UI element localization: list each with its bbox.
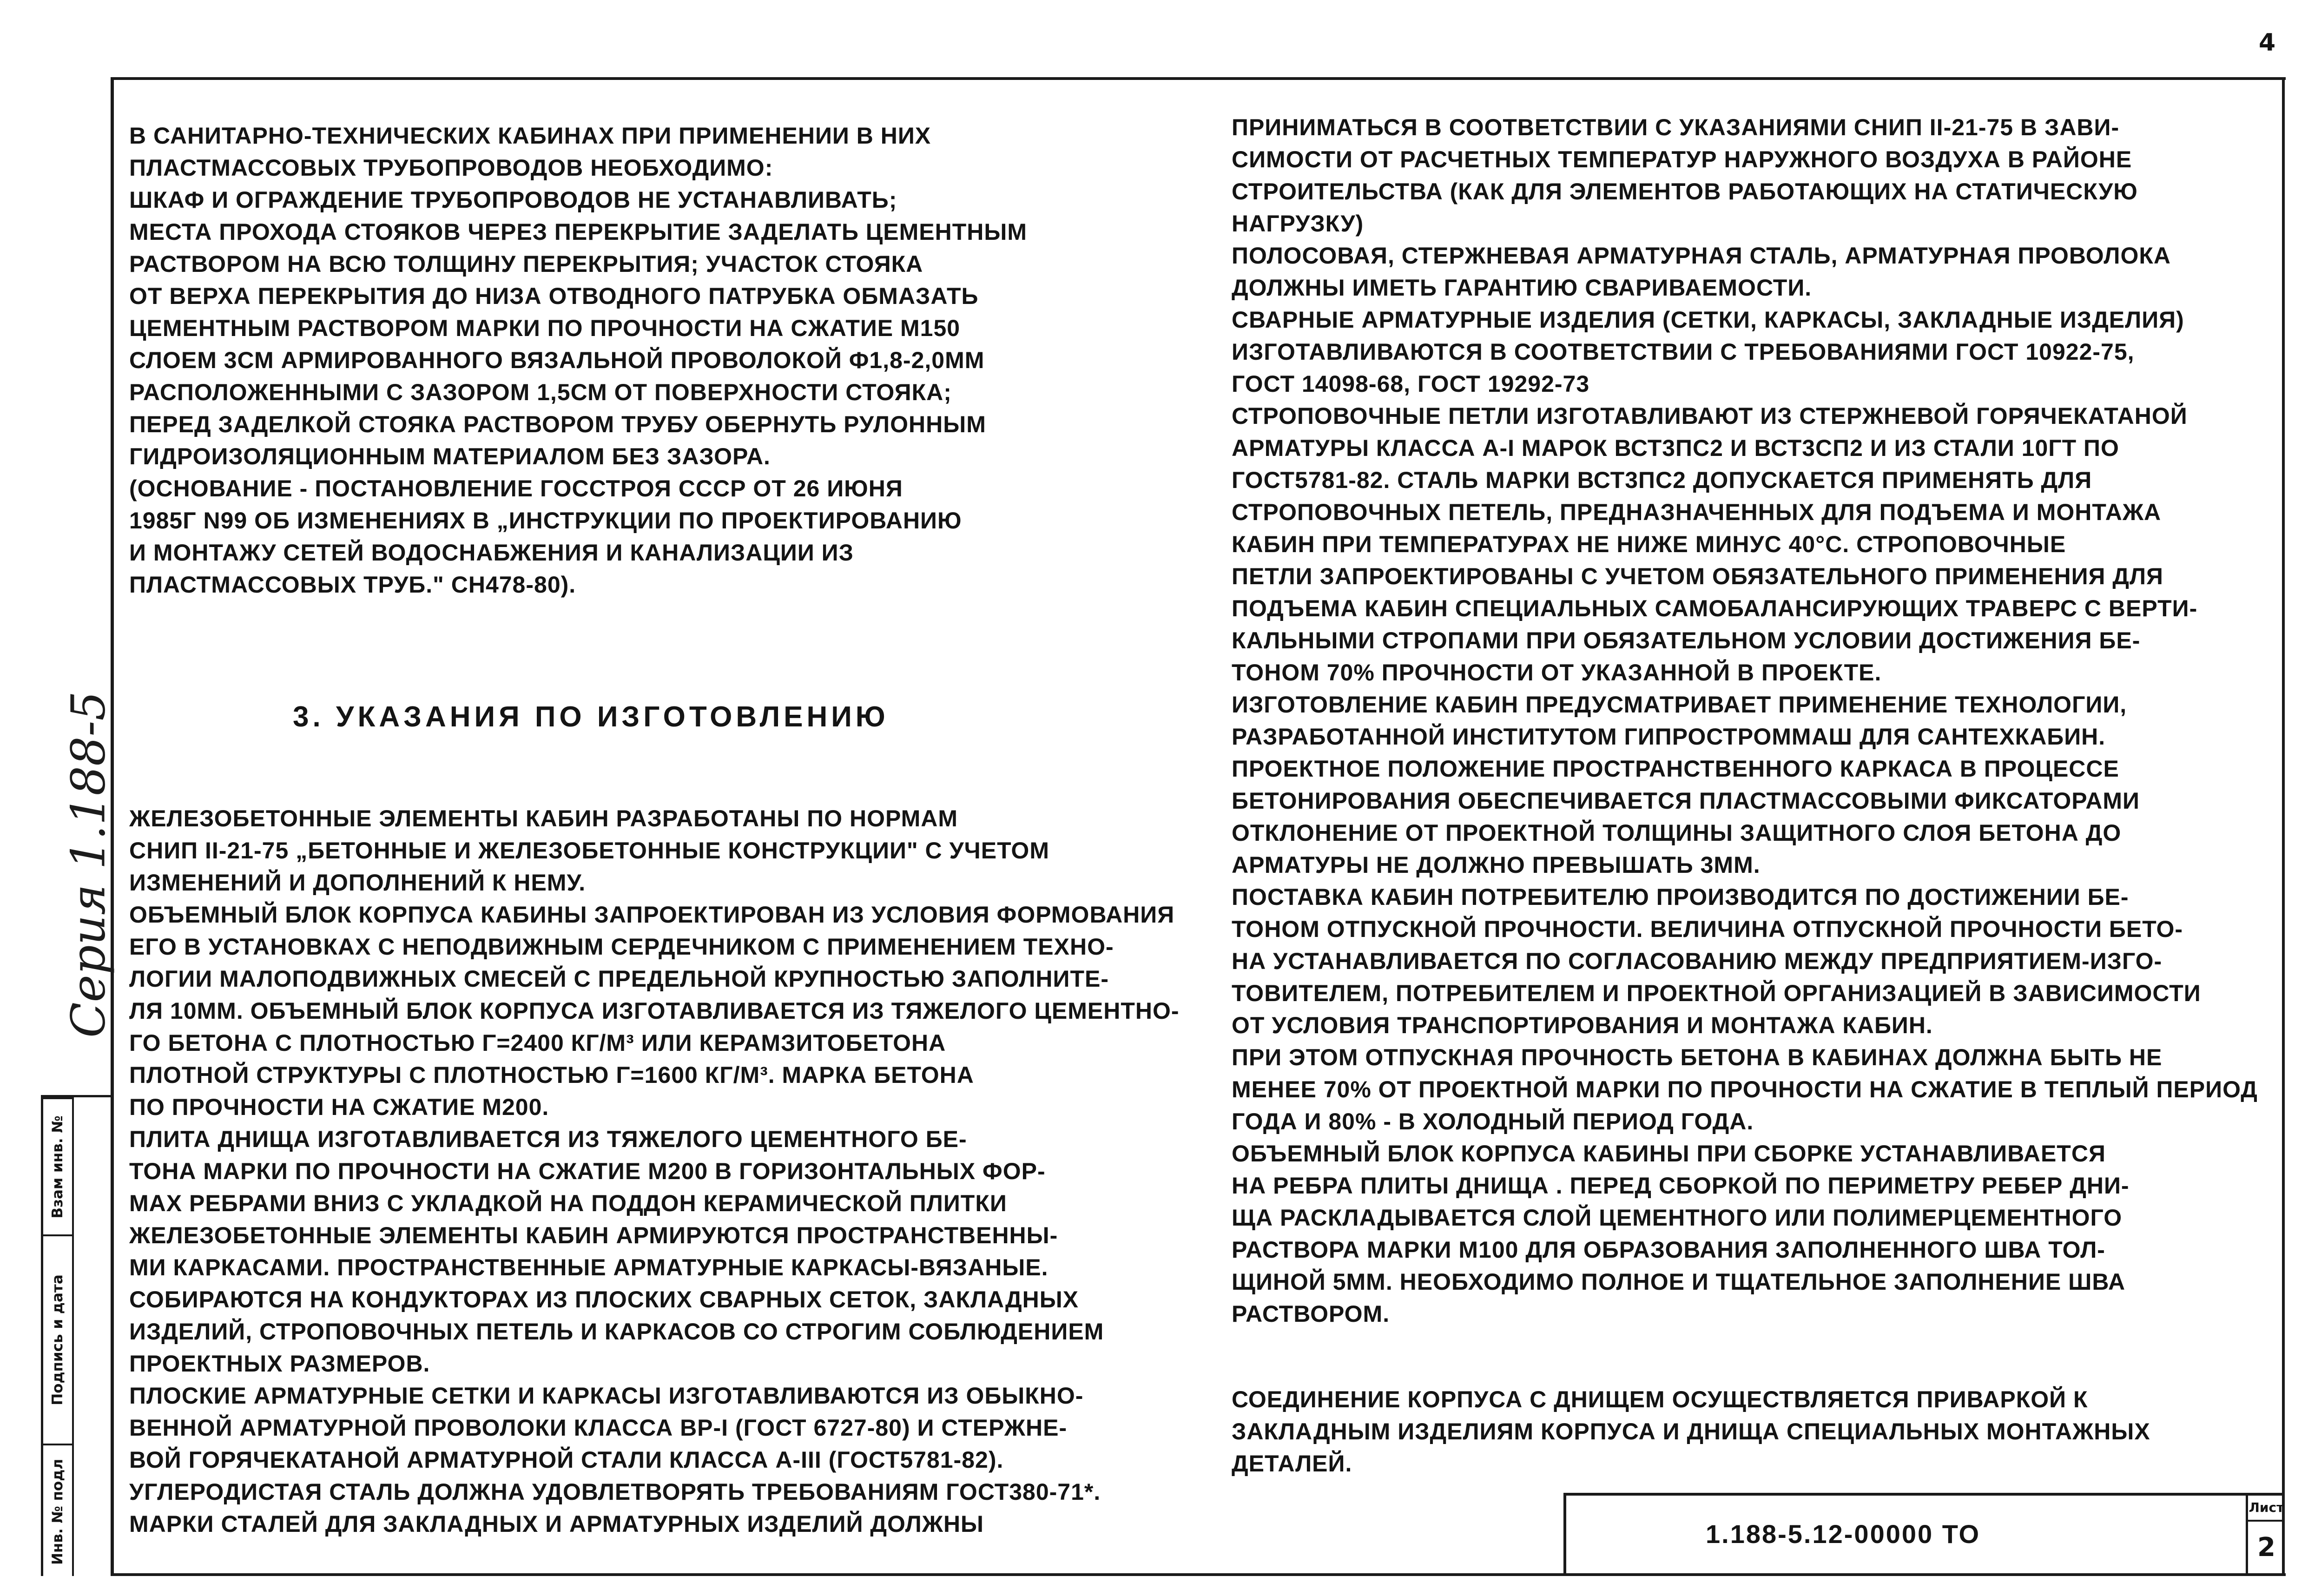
- text-line: ПЛИТА ДНИЩА ИЗГОТАВЛИВАЕТСЯ ИЗ ТЯЖЕЛОГО ЦЕМЕНТНОГО БЕ-: [129, 1126, 967, 1152]
- text-line: ГИДРОИЗОЛЯЦИОННЫМ МАТЕРИАЛОМ БЕЗ ЗАЗОРА.: [129, 443, 771, 469]
- text-line: АРМАТУРЫ КЛАССА А-I МАРОК ВСТ3ПС2 И ВСТ3СП2 И ИЗ СТАЛИ 10ГТ ПО: [1232, 435, 2119, 461]
- text-line: АРМАТУРЫ НЕ ДОЛЖНО ПРЕВЫШАТЬ 3ММ.: [1232, 852, 1761, 878]
- text-line: СТРОИТЕЛЬСТВА (КАК ДЛЯ ЭЛЕМЕНТОВ РАБОТАЮЩИХ НА СТАТИЧЕСКУЮ: [1232, 178, 2138, 204]
- paragraph-gap: [1232, 1330, 2266, 1384]
- binding-cell-vzam-inv: [43, 1097, 72, 1234]
- text-line: БЕТОНИРОВАНИЯ ОБЕСПЕЧИВАЕТСЯ ПЛАСТМАССОВЫМИ ФИКСАТОРАМИ: [1232, 788, 2140, 814]
- text-line: ПРОЕКТНОЕ ПОЛОЖЕНИЕ ПРОСТРАНСТВЕННОГО КАРКАСА В ПРОЦЕССЕ: [1232, 756, 2119, 782]
- intro-paragraphs: [129, 120, 1217, 601]
- text-line: КАБИН ПРИ ТЕМПЕРАТУРАХ НЕ НИЖЕ МИНУС 40°С. СТРОПОВОЧНЫЕ: [1232, 531, 2066, 557]
- text-line: СИМОСТИ ОТ РАСЧЕТНЫХ ТЕМПЕРАТУР НАРУЖНОГО ВОЗДУХА В РАЙОНЕ: [1232, 146, 2132, 172]
- text-line: ТОНА МАРКИ ПО ПРОЧНОСТИ НА СЖАТИЕ М200 В ГОРИЗОНТАЛЬНЫХ ФОР-: [129, 1158, 1046, 1184]
- binding-cell-label: Подпись и дата: [49, 1274, 66, 1405]
- text-line: НА УСТАНАВЛИВАЕТСЯ ПО СОГЛАСОВАНИЮ МЕЖДУ ПРЕДПРИЯТИЕМ-ИЗГО-: [1232, 948, 2163, 974]
- binding-strip: [41, 1095, 111, 1576]
- text-line: РАСТВОРОМ.: [1232, 1301, 1390, 1327]
- sheet-number-cell: [2246, 1496, 2285, 1576]
- text-line: ЩИНОЙ 5ММ. НЕОБХОДИМО ПОЛНОЕ И ТЩАТЕЛЬНОЕ ЗАПОЛНЕНИЕ ШВА: [1232, 1269, 2126, 1295]
- text-line: (ОСНОВАНИЕ - ПОСТАНОВЛЕНИЕ ГОССТРОЯ СССР ОТ 26 ИЮНЯ: [129, 475, 903, 501]
- text-line: НАГРУЗКУ): [1232, 211, 1364, 237]
- text-line: ПОСТАВКА КАБИН ПОТРЕБИТЕЛЮ ПРОИЗВОДИТСЯ ПО ДОСТИЖЕНИИ БЕ-: [1232, 884, 2129, 910]
- text-line: КАЛЬНЫМИ СТРОПАМИ ПРИ ОБЯЗАТЕЛЬНОМ УСЛОВИИ ДОСТИЖЕНИЯ БЕ-: [1232, 627, 2141, 653]
- text-line: ОБЪЕМНЫЙ БЛОК КОРПУСА КАБИНЫ ПРИ СБОРКЕ УСТАНАВЛИВАЕТСЯ: [1232, 1141, 2106, 1167]
- text-line: СОБИРАЮТСЯ НА КОНДУКТОРАХ ИЗ ПЛОСКИХ СВАРНЫХ СЕТОК, ЗАКЛАДНЫХ: [129, 1286, 1079, 1312]
- text-line: ТОНОМ 70% ПРОЧНОСТИ ОТ УКАЗАННОЙ В ПРОЕКТЕ.: [1232, 660, 1882, 686]
- text-line: ОТКЛОНЕНИЕ ОТ ПРОЕКТНОЙ ТОЛЩИНЫ ЗАЩИТНОГО СЛОЯ БЕТОНА ДО: [1232, 820, 2122, 846]
- text-line: ПОДЪЕМА КАБИН СПЕЦИАЛЬНЫХ САМОБАЛАНСИРУЮЩИХ ТРАВЕРС С ВЕРТИ-: [1232, 595, 2198, 621]
- binding-cells: [43, 1097, 72, 1576]
- text-line: ГОСТ 14098-68, ГОСТ 19292-73: [1232, 371, 1590, 397]
- title-block: [1563, 1493, 2285, 1576]
- text-line: ПЛАСТМАССОВЫХ ТРУБ." СН478-80).: [129, 572, 576, 598]
- text-line: ИЗГОТОВЛЕНИЕ КАБИН ПРЕДУСМАТРИВАЕТ ПРИМЕНЕНИЕ ТЕХНОЛОГИИ,: [1232, 692, 2127, 718]
- section-body: [129, 803, 1217, 1540]
- sheet-number: 2: [2257, 1532, 2275, 1563]
- text-line: МИ КАРКАСАМИ. ПРОСТРАНСТВЕННЫЕ АРМАТУРНЫЕ КАРКАСЫ-ВЯЗАНЫЕ.: [129, 1254, 1048, 1280]
- text-line: ПРИНИМАТЬСЯ В СООТВЕТСТВИИ С УКАЗАНИЯМИ СНИП II-21-75 В ЗАВИ-: [1232, 114, 2120, 140]
- text-line: МЕНЕЕ 70% ОТ ПРОЕКТНОЙ МАРКИ ПО ПРОЧНОСТИ НА СЖАТИЕ В ТЕПЛЫЙ ПЕРИОД: [1232, 1076, 2258, 1102]
- text-line: ЖЕЛЕЗОБЕТОННЫЕ ЭЛЕМЕНТЫ КАБИН АРМИРУЮТСЯ ПРОСТРАНСТВЕННЫ-: [129, 1222, 1058, 1248]
- text-line: ПОЛОСОВАЯ, СТЕРЖНЕВАЯ АРМАТУРНАЯ СТАЛЬ, АРМАТУРНАЯ ПРОВОЛОКА: [1232, 243, 2171, 269]
- text-line: ИЗДЕЛИЙ, СТРОПОВОЧНЫХ ПЕТЕЛЬ И КАРКАСОВ СО СТРОГИМ СОБЛЮДЕНИЕМ: [129, 1319, 1104, 1345]
- text-line: НА РЕБРА ПЛИТЫ ДНИЩА . ПЕРЕД СБОРКОЙ ПО ПЕРИМЕТРУ РЕБЕР ДНИ-: [1232, 1173, 2130, 1199]
- text-line: УГЛЕРОДИСТАЯ СТАЛЬ ДОЛЖНА УДОВЛЕТВОРЯТЬ ТРЕБОВАНИЯМ ГОСТ380-71*.: [129, 1479, 1101, 1505]
- text-line: ЛЯ 10ММ. ОБЪЕМНЫЙ БЛОК КОРПУСА ИЗГОТАВЛИВАЕТСЯ ИЗ ТЯЖЕЛОГО ЦЕМЕНТНО-: [129, 998, 1180, 1024]
- text-line: ГО БЕТОНА С ПЛОТНОСТЬЮ Γ=2400 КГ/М³ ИЛИ КЕРАМЗИТОБЕТОНА: [129, 1030, 946, 1056]
- text-line: ЛОГИИ МАЛОПОДВИЖНЫХ СМЕСЕЙ С ПРЕДЕЛЬНОЙ КРУПНОСТЬЮ ЗАПОЛНИТЕ-: [129, 966, 1109, 992]
- text-line: ЕГО В УСТАНОВКАХ С НЕПОДВИЖНЫМ СЕРДЕЧНИКОМ С ПРИМЕНЕНИЕМ ТЕХНО-: [129, 934, 1114, 960]
- text-line: РАСПОЛОЖЕННЫМИ С ЗАЗОРОМ 1,5СМ ОТ ПОВЕРХНОСТИ СТОЯКА;: [129, 379, 952, 405]
- left-text-column: [129, 120, 1217, 1540]
- binding-divider: [72, 1097, 74, 1576]
- text-line: ПЛОТНОЙ СТРУКТУРЫ С ПЛОТНОСТЬЮ Γ=1600 КГ/М³. МАРКА БЕТОНА: [129, 1062, 974, 1088]
- series-mark: Серия 1.188-5: [61, 691, 116, 1038]
- text-line: СНИП II-21-75 „БЕТОННЫЕ И ЖЕЛЕЗОБЕТОННЫЕ КОНСТРУКЦИИ" С УЧЕТОМ: [129, 838, 1049, 864]
- text-line: ЩА РАСКЛАДЫВАЕТСЯ СЛОЙ ЦЕМЕНТНОГО ИЛИ ПОЛИМЕРЦЕМЕНТНОГО: [1232, 1205, 2123, 1231]
- text-line: МАРКИ СТАЛЕЙ ДЛЯ ЗАКЛАДНЫХ И АРМАТУРНЫХ ИЗДЕЛИЙ ДОЛЖНЫ: [129, 1511, 984, 1537]
- text-line: ГОДА И 80% - В ХОЛОДНЫЙ ПЕРИОД ГОДА.: [1232, 1108, 1754, 1134]
- text-line: ГОСТ5781-82. СТАЛЬ МАРКИ ВСТ3ПС2 ДОПУСКАЕТСЯ ПРИМЕНЯТЬ ДЛЯ: [1232, 467, 2092, 493]
- text-line: СВАРНЫЕ АРМАТУРНЫЕ ИЗДЕЛИЯ (СЕТКИ, КАРКАСЫ, ЗАКЛАДНЫЕ ИЗДЕЛИЯ): [1232, 307, 2184, 333]
- frame-right-border: [2282, 77, 2285, 1576]
- text-line: СТРОПОВОЧНЫЕ ПЕТЛИ ИЗГОТАВЛИВАЮТ ИЗ СТЕРЖНЕВОЙ ГОРЯЧЕКАТАНОЙ: [1232, 403, 2188, 429]
- text-line: ТОВИТЕЛЕМ, ПОТРЕБИТЕЛЕМ И ПРОЕКТНОЙ ОРГАНИЗАЦИЕЙ В ЗАВИСИМОСТИ: [1232, 980, 2201, 1006]
- text-line: ТОНОМ ОТПУСКНОЙ ПРОЧНОСТИ. ВЕЛИЧИНА ОТПУСКНОЙ ПРОЧНОСТИ БЕТО-: [1232, 916, 2183, 942]
- text-line: ВЕННОЙ АРМАТУРНОЙ ПРОВОЛОКИ КЛАССА ВР-I (ГОСТ 6727-80) И СТЕРЖНЕ-: [129, 1415, 1068, 1441]
- text-line: ДОЛЖНЫ ИМЕТЬ ГАРАНТИЮ СВАРИВАЕМОСТИ.: [1232, 275, 1812, 301]
- text-line: ПЕРЕД ЗАДЕЛКОЙ СТОЯКА РАСТВОРОМ ТРУБУ ОБЕРНУТЬ РУЛОННЫМ: [129, 411, 986, 437]
- text-line: ОБЪЕМНЫЙ БЛОК КОРПУСА КАБИНЫ ЗАПРОЕКТИРОВАН ИЗ УСЛОВИЯ ФОРМОВАНИЯ: [129, 902, 1175, 928]
- text-line: МЕСТА ПРОХОДА СТОЯКОВ ЧЕРЕЗ ПЕРЕКРЫТИЕ ЗАДЕЛАТЬ ЦЕМЕНТНЫМ: [129, 219, 1027, 245]
- text-line: ЦЕМЕНТНЫМ РАСТВОРОМ МАРКИ ПО ПРОЧНОСТИ НА СЖАТИЕ М150: [129, 315, 961, 341]
- frame-top-border: [111, 77, 2286, 80]
- text-line: В САНИТАРНО-ТЕХНИЧЕСКИХ КАБИНАХ ПРИ ПРИМЕНЕНИИ В НИХ: [129, 123, 931, 149]
- binding-cell-inv-podl: [43, 1444, 72, 1578]
- document-code: 1.188-5.12-00000 ТО: [1706, 1519, 1981, 1549]
- text-line: ИЗГОТАВЛИВАЮТСЯ В СООТВЕТСТВИИ С ТРЕБОВАНИЯМИ ГОСТ 10922-75,: [1232, 339, 2135, 365]
- text-line: ДЕТАЛЕЙ.: [1232, 1451, 1352, 1477]
- text-line: ШКАФ И ОГРАЖДЕНИЕ ТРУБОПРОВОДОВ НЕ УСТАНАВЛИВАТЬ;: [129, 187, 897, 213]
- text-line: ОТ УСЛОВИЯ ТРАНСПОРТИРОВАНИЯ И МОНТАЖА КАБИН.: [1232, 1012, 1933, 1038]
- text-line: ИЗМЕНЕНИЙ И ДОПОЛНЕНИЙ К НЕМУ.: [129, 870, 586, 896]
- text-line: РАЗРАБОТАННОЙ ИНСТИТУТОМ ГИПРОСТРОММАШ ДЛЯ САНТЕХКАБИН.: [1232, 724, 2106, 750]
- text-line: ПЛАСТМАССОВЫХ ТРУБОПРОВОДОВ НЕОБХОДИМО:: [129, 155, 773, 181]
- text-line: И МОНТАЖУ СЕТЕЙ ВОДОСНАБЖЕНИЯ И КАНАЛИЗАЦИИ ИЗ: [129, 540, 854, 566]
- text-line: ПЕТЛИ ЗАПРОЕКТИРОВАНЫ С УЧЕТОМ ОБЯЗАТЕЛЬНОГО ПРИМЕНЕНИЯ ДЛЯ: [1232, 563, 2163, 589]
- text-line: СТРОПОВОЧНЫХ ПЕТЕЛЬ, ПРЕДНАЗНАЧЕННЫХ ДЛЯ ПОДЪЕМА И МОНТАЖА: [1232, 499, 2162, 525]
- text-line: РАСТВОРОМ НА ВСЮ ТОЛЩИНУ ПЕРЕКРЫТИЯ; УЧАСТОК СТОЯКА: [129, 251, 923, 277]
- right-closing-paragraph: [1232, 1384, 2266, 1480]
- binding-cell-label: Инв. № подл: [49, 1458, 66, 1565]
- right-text-column: [1232, 112, 2266, 1480]
- text-line: ВОЙ ГОРЯЧЕКАТАНОЙ АРМАТУРНОЙ СТАЛИ КЛАССА А-III (ГОСТ5781-82).: [129, 1447, 1004, 1473]
- text-line: СЛОЕМ 3СМ АРМИРОВАННОГО ВЯЗАЛЬНОЙ ПРОВОЛОКОЙ Ф1,8-2,0ММ: [129, 347, 985, 373]
- binding-cell-signature-date: [43, 1234, 72, 1444]
- text-line: ОТ ВЕРХА ПЕРЕКРЫТИЯ ДО НИЗА ОТВОДНОГО ПАТРУБКА ОБМАЗАТЬ: [129, 283, 979, 309]
- sheet-label: Лист: [2248, 1496, 2285, 1522]
- text-line: ПО ПРОЧНОСТИ НА СЖАТИЕ М200.: [129, 1094, 549, 1120]
- text-line: МАХ РЕБРАМИ ВНИЗ С УКЛАДКОЙ НА ПОДДОН КЕРАМИЧЕСКОЙ ПЛИТКИ: [129, 1190, 1007, 1216]
- text-line: ЖЕЛЕЗОБЕТОННЫЕ ЭЛЕМЕНТЫ КАБИН РАЗРАБОТАНЫ ПО НОРМАМ: [129, 805, 958, 831]
- text-line: ПЛОСКИЕ АРМАТУРНЫЕ СЕТКИ И КАРКАСЫ ИЗГОТАВЛИВАЮТСЯ ИЗ ОБЫКНО-: [129, 1383, 1084, 1409]
- text-line: ПРИ ЭТОМ ОТПУСКНАЯ ПРОЧНОСТЬ БЕТОНА В КАБИНАХ ДОЛЖНА БЫТЬ НЕ: [1232, 1044, 2163, 1070]
- page-corner-number: 4: [2259, 29, 2276, 57]
- right-paragraphs: [1232, 112, 2266, 1330]
- text-line: РАСТВОРА МАРКИ М100 ДЛЯ ОБРАЗОВАНИЯ ЗАПОЛНЕННОГО ШВА ТОЛ-: [1232, 1237, 2105, 1263]
- text-line: ПРОЕКТНЫХ РАЗМЕРОВ.: [129, 1351, 430, 1377]
- text-line: 1985Г N99 ОБ ИЗМЕНЕНИЯХ В „ИНСТРУКЦИИ ПО ПРОЕКТИРОВАНИЮ: [129, 508, 962, 534]
- text-line: ЗАКЛАДНЫМ ИЗДЕЛИЯМ КОРПУСА И ДНИЩА СПЕЦИАЛЬНЫХ МОНТАЖНЫХ: [1232, 1418, 2150, 1444]
- section-title: 3. УКАЗАНИЯ ПО ИЗГОТОВЛЕНИЮ: [293, 701, 889, 733]
- binding-cell-label: Взам инв. №: [49, 1115, 66, 1219]
- text-line: СОЕДИНЕНИЕ КОРПУСА С ДНИЩЕМ ОСУЩЕСТВЛЯЕТСЯ ПРИВАРКОЙ К: [1232, 1386, 2088, 1412]
